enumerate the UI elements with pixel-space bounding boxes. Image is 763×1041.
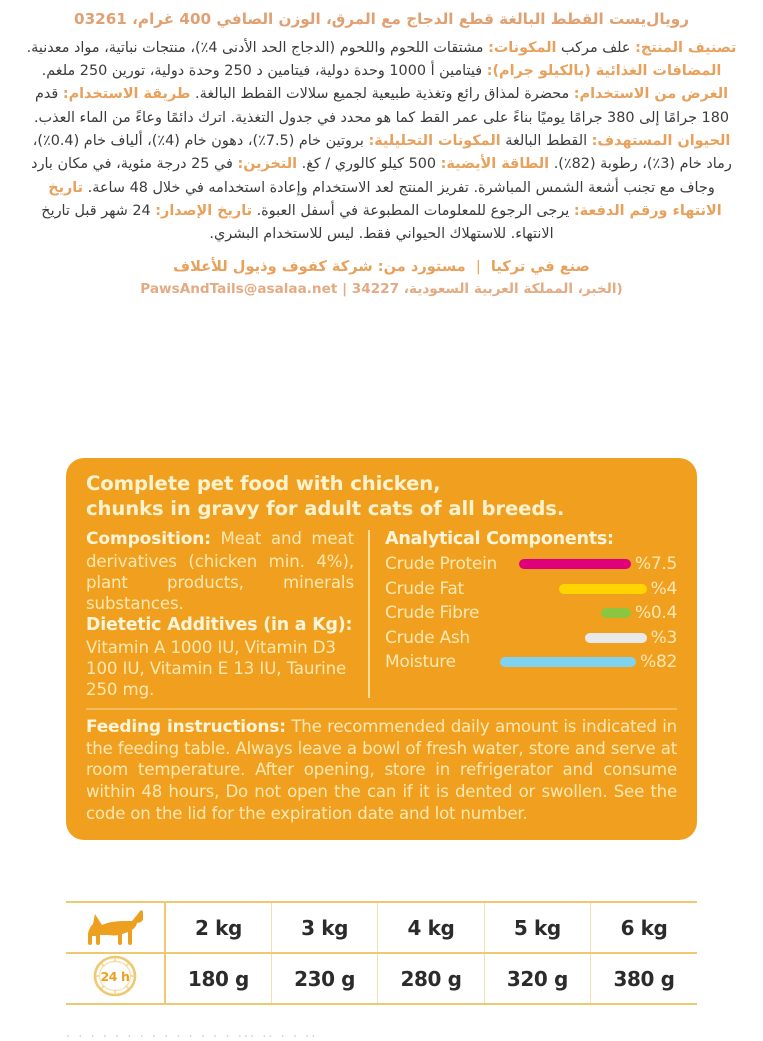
analytical-components-list [385,552,677,675]
table-cell-weight: 5 kg [484,903,590,953]
product-title: رويال‌يست القطط البالغة قطع الدجاج مع المرق، الوزن الصافي 400 غرام، 03261 [74,10,689,28]
analytical-row [385,626,677,651]
table-cell-weight: 4 kg [378,903,484,953]
analytical-bar [519,559,631,569]
table-cell-weight: 3 kg [271,903,377,953]
made-in-label: صنع في تركيا [490,257,590,275]
analytical-row-value: %3 [650,627,677,648]
panel-columns [86,528,677,700]
table-cell-amount: 230 g [271,953,377,1004]
analytical-row-label: Crude Fibre [385,603,480,624]
contact-email[interactable]: PawsAndTails@asalaa.net [140,281,338,298]
separator-pipe: | [475,257,481,275]
address-label: (الخبر، المملكة العربية السعودية، 34227 [351,281,623,298]
separator-pipe-2: | [342,281,348,298]
clock-icon-cell [66,953,165,1004]
analytical-row [385,601,677,626]
analytical-components-column [370,528,677,700]
cut-off-bottom-text: · · · · · · · · · · · · · · ··· ·· · · ·· [66,1030,318,1041]
composition-block [86,528,354,614]
importer-label: مستورد من: شركة كفوف وذيول للأعلاف [173,257,466,275]
analytical-row-label: Crude Protein [385,554,497,575]
feeding-table [66,903,697,1005]
svg-text:24 h: 24 h [100,969,130,984]
composition-label: Composition: [86,529,211,550]
analytical-row-label: Moisture [385,652,456,673]
english-info-panel [66,458,697,840]
analytical-row [385,577,677,602]
headline-line-2: chunks in gravy for adult cats of all breeds. [86,496,565,520]
analytical-bar [601,608,631,618]
analytical-bar-track [464,584,651,594]
analytical-row-label: Crude Fat [385,578,464,599]
table-cell-amount: 180 g [165,953,271,1004]
dietetic-additives-text: Vitamin A 1000 IU, Vitamin D3 100 IU, Vitamin E 13 IU, Taurine 250 mg. [86,638,347,700]
feeding-instructions-text: The recommended daily amount is indicated in the feeding table. Always leave a bowl of fresh water, store and serve at room temperature. After opening, store in refrigerator and consume within 48 hours, Do not open the can if it is dented or swollen. See the code on the lid for the expiration date and lot number. [86,716,677,823]
analytical-bar-track [479,608,635,618]
cat-icon [66,910,164,946]
analytical-row [385,650,677,675]
feeding-instructions-block [86,716,677,824]
analytical-row-value: %7.5 [635,554,677,575]
analytical-components-title: Analytical Components: [385,529,614,550]
analytical-row-value: %4 [650,578,677,599]
composition-text: Meat and meat derivatives (chicken min. 4%), plant products, minerals substances. [86,529,354,614]
analytical-bar-track [470,633,651,643]
panel-headline [86,472,677,521]
composition-column [86,528,368,700]
arabic-description-paragraph: تصنيف المنتج: علف مركب المكونات: مشتقات اللحوم واللحوم (الدجاج الحد الأدنى 4٪)، منتجات نباتية، مواد معدنية. المضافات الغذائية (بالكيلو جرام): فيتامين أ 1000 وحدة دولية، فيتامين د 250 وحدة دولية، تورين 250 ملغم. الغرض من الاستخدام: محضرة لمذاق رائع وتغذية طبيعية لجميع سلالات القطط البالغة. طريقة الاستخدام: قدم 180 جرامًا إلى 380 جرامًا يوميًا بناءً على عمر القط كما هو محدد في جدول التغذية. اترك دائمًا وعاءً من الماء العذب. الحيوان المستهدف: القطط البالغة المكونات التحليلية: بروتين خام (7.5٪)، دهون خام (4٪)، ألياف خام (0.4٪)، رماد خام (3٪)، رطوبة (82٪). الطاقة الأيضية: 500 كيلو كالوري / كغ. التخزين: في 25 درجة مئوية، في مكان بارد وجاف مع تجنب أشعة الشمس المباشرة. تفريز المنتج لعد الاستخدام وإعادة استخدامه في خلال 48 ساعة. تاريخ الانتهاء ورقم الدفعة: يرجى الرجوع للمعلومات المطبوعة في أسفل العبوة. تاريخ الإصدار: 24 شهر قبل تاريخ الانتهاء. للاستهلاك الحيواني فقط. ليس للاستخدام البشري. [26,39,737,243]
analytical-bar [559,584,647,594]
headline-line-1: Complete pet food with chicken, [86,472,441,495]
analytical-bar [500,657,636,667]
table-row-weights [66,903,697,953]
table-row-amounts [66,953,697,1004]
analytical-row-value: %0.4 [635,603,677,624]
manufacturer-line [14,256,749,279]
analytical-row-value: %82 [640,652,677,673]
analytical-bar-track [456,657,640,667]
feeding-instructions-label: Feeding instructions: [86,716,286,737]
clock-24h-icon [66,954,164,1003]
analytical-bar [585,633,647,643]
table-cell-amount: 320 g [484,953,590,1004]
table-cell-amount: 380 g [591,953,697,1004]
dietetic-additives-label: Dietetic Additives (in a Kg): [86,615,353,636]
table-cell-amount: 280 g [378,953,484,1004]
analytical-row-label: Crude Ash [385,627,470,648]
panel-horizontal-rule [86,708,677,710]
table-cell-weight: 6 kg [591,903,697,953]
cat-icon-cell [66,903,165,953]
contact-line [14,279,749,299]
arabic-info-block [0,0,763,300]
analytical-bar-track [497,559,635,569]
table-cell-weight: 2 kg [165,903,271,953]
column-divider [368,530,370,698]
analytical-row [385,552,677,577]
